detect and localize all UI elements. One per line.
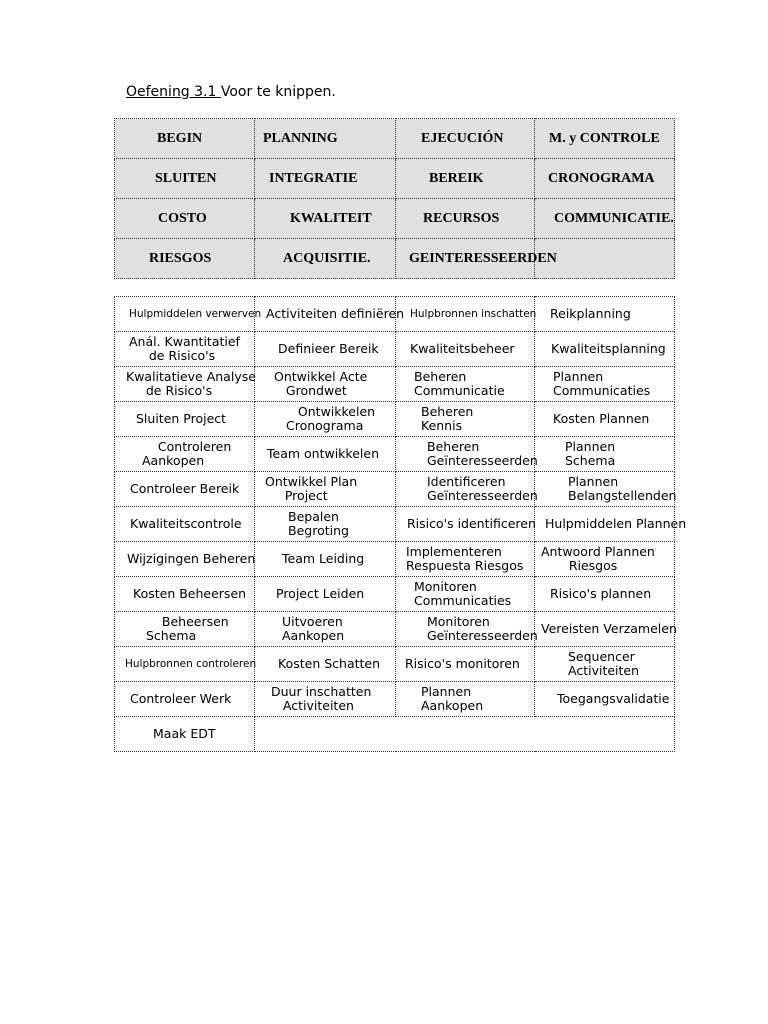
process-cell: [255, 507, 396, 542]
exercise-number: Oefening 3.1: [126, 84, 221, 100]
process-cell: [255, 367, 396, 402]
category-cell: [115, 239, 255, 279]
process-cell-text: Antwoord Plannen Riesgos: [541, 544, 655, 573]
category-cell-text: BEGIN: [157, 130, 203, 146]
process-cell: [115, 437, 255, 472]
process-cell-text: Controleren Aankopen: [142, 439, 232, 468]
process-row: [115, 507, 675, 542]
process-row: [115, 402, 675, 437]
process-cell-text: Identificeren Geïnteresseerden: [427, 474, 538, 503]
category-cell-text: SLUITEN: [155, 170, 217, 186]
process-cell-text: Definieer Bereik: [278, 341, 379, 356]
process-cell: [115, 647, 255, 682]
category-cell-text: KWALITEIT: [290, 210, 372, 226]
process-cell-text: Monitoren Communicaties: [414, 579, 512, 608]
category-cell-text: RIESGOS: [149, 250, 212, 266]
process-cell-text: Activiteiten definiëren: [266, 306, 405, 321]
category-cell-text: RECURSOS: [423, 210, 500, 226]
process-cell: [255, 332, 396, 367]
process-cell: [396, 682, 535, 717]
process-cell: [115, 297, 262, 332]
process-cell-text: Beheren Kennis: [421, 404, 474, 433]
process-cell-text: Kosten Plannen: [553, 411, 650, 426]
process-row: [115, 472, 675, 507]
category-row: [115, 199, 675, 239]
process-cell-text: Anál. Kwantitatief de Risico's: [129, 334, 240, 363]
exercise-instruction: Voor te knippen.: [220, 84, 336, 100]
process-cell-text: Team ontwikkelen: [267, 446, 379, 461]
process-row: [115, 297, 675, 332]
process-cell-text: Risico's identificeren: [407, 516, 536, 531]
process-cell: [255, 542, 396, 577]
process-cell-text: Hulpmiddelen verwerven: [129, 308, 262, 320]
process-cell-text: Hulpbronnen controleren: [125, 658, 257, 670]
process-cell: [115, 717, 255, 752]
process-cell-text: Kosten Schatten: [278, 656, 381, 671]
category-row: [115, 119, 675, 159]
process-cell: [396, 297, 535, 332]
process-cell-text: Kosten Beheersen: [133, 586, 247, 601]
process-row: [115, 577, 675, 612]
process-cell-text: Toegangsvalidatie: [557, 691, 670, 706]
process-cell: [115, 402, 255, 437]
process-cell-text: Controleer Werk: [130, 691, 232, 706]
process-cell-text: Team Leiding: [282, 551, 365, 566]
category-cell: [115, 199, 255, 239]
process-cell-text: Beheren Communicatie: [414, 369, 505, 398]
category-cell: [255, 119, 396, 159]
category-row: [115, 159, 675, 199]
category-cell: [115, 119, 255, 159]
process-row: [115, 717, 675, 752]
process-cell-text: Kwaliteitscontrole: [130, 516, 242, 531]
category-cell-text: PLANNING: [263, 130, 338, 146]
process-cell-text: Bepalen Begroting: [288, 509, 349, 538]
process-cell-text: Beheersen Schema: [146, 614, 229, 643]
process-cell: [396, 332, 535, 367]
category-cell-text: BEREIK: [429, 170, 484, 186]
process-cell-text: Sluiten Project: [136, 411, 227, 426]
process-cell: [535, 297, 675, 332]
process-cell-text: Kwalitatieve Analyse de Risico's: [126, 369, 256, 398]
category-cell: [535, 159, 675, 199]
process-cell: [115, 507, 255, 542]
category-cell: [115, 159, 255, 199]
process-cell: [535, 332, 675, 367]
process-cell: [115, 542, 255, 577]
process-cell-text: Vereisten Verzamelen: [541, 621, 677, 636]
process-cell-text: Wijzigingen Beheren: [127, 551, 256, 566]
process-cell: [396, 367, 535, 402]
category-table: [114, 118, 675, 279]
category-row: [115, 239, 675, 279]
process-cell-text: Ontwikkelen Cronograma: [286, 404, 376, 433]
process-cell-text: Project Leiden: [276, 586, 365, 601]
process-cell: [115, 612, 255, 647]
process-cell: [535, 577, 675, 612]
process-row: [115, 612, 675, 647]
process-cell: [396, 647, 535, 682]
process-cell: [115, 682, 255, 717]
category-cell: [535, 199, 675, 239]
category-cell-text: COSTO: [158, 210, 207, 226]
process-row: [115, 682, 675, 717]
process-cell-text: Beheren Geïnteresseerden: [427, 439, 538, 468]
exercise-title: [126, 84, 336, 100]
process-cell: [255, 472, 396, 507]
category-cell: [255, 159, 396, 199]
process-row: [115, 332, 675, 367]
process-cell-text: Kwaliteitsbeheer: [410, 341, 515, 356]
process-cell: [396, 542, 535, 577]
process-cell: [535, 647, 675, 682]
category-cell-text: INTEGRATIE: [269, 170, 358, 186]
process-cell-text: Sequencer Activiteiten: [568, 649, 640, 678]
process-cell: [535, 507, 687, 542]
process-cell: [535, 542, 675, 577]
process-cell-text: Hulpbronnen inschatten: [410, 308, 537, 320]
process-cell-text: Duur inschatten Activiteiten: [271, 684, 372, 713]
process-row: [115, 542, 675, 577]
category-cell: [396, 239, 557, 279]
process-cell-text: Risico's plannen: [550, 586, 652, 601]
process-cell-text: Plannen Belangstellenden: [568, 474, 677, 503]
process-cell-text: Reikplanning: [550, 306, 631, 321]
process-cell: [396, 472, 538, 507]
process-cell: [396, 437, 538, 472]
process-cell-text: Plannen Communicaties: [553, 369, 651, 398]
process-cell-text: Controleer Bereik: [130, 481, 240, 496]
process-cell: [255, 297, 405, 332]
process-cell-text: Maak EDT: [153, 726, 216, 741]
category-cell: [396, 159, 535, 199]
category-cell-text: COMMUNICATIE.: [554, 210, 674, 226]
process-table: [114, 296, 687, 752]
process-cell: [255, 402, 396, 437]
category-cell: [535, 119, 675, 159]
process-row: [115, 367, 675, 402]
category-cell-text: GEINTERESSEERDEN: [409, 250, 557, 266]
process-cell-text: Ontwikkel Plan Project: [265, 474, 358, 503]
process-cell-text: Plannen Schema: [565, 439, 616, 468]
process-cell-text: Plannen Aankopen: [421, 684, 484, 713]
process-cell-text: Risico's monitoren: [405, 656, 520, 671]
category-cell-text: M. y CONTROLE: [549, 130, 660, 146]
process-cell: [396, 577, 535, 612]
process-cell: [255, 577, 396, 612]
process-cell: [115, 367, 255, 402]
category-cell-text: EJECUCIÓN: [421, 130, 504, 146]
process-cell-text: Uitvoeren Aankopen: [282, 614, 345, 643]
category-cell: [396, 119, 535, 159]
category-cell-text: ACQUISITIE.: [283, 250, 371, 266]
process-cell: [255, 682, 396, 717]
process-cell-text: Kwaliteitsplanning: [551, 341, 666, 356]
process-cell-text: Implementeren Respuesta Riesgos: [406, 544, 524, 573]
process-cell-text: Monitoren Geïnteresseerden: [427, 614, 538, 643]
process-cell-text: Ontwikkel Acte Grondwet: [274, 369, 368, 398]
process-cell: [535, 367, 675, 402]
process-row: [115, 437, 675, 472]
process-row: [115, 647, 675, 682]
process-cell: [115, 577, 255, 612]
process-cell: [115, 472, 255, 507]
process-cell: [115, 332, 255, 367]
process-cell-text: Hulpmiddelen Plannen: [545, 516, 687, 531]
category-cell-text: CRONOGRAMA: [548, 170, 655, 186]
process-cell: [255, 647, 396, 682]
process-empty-cell: [255, 717, 675, 752]
